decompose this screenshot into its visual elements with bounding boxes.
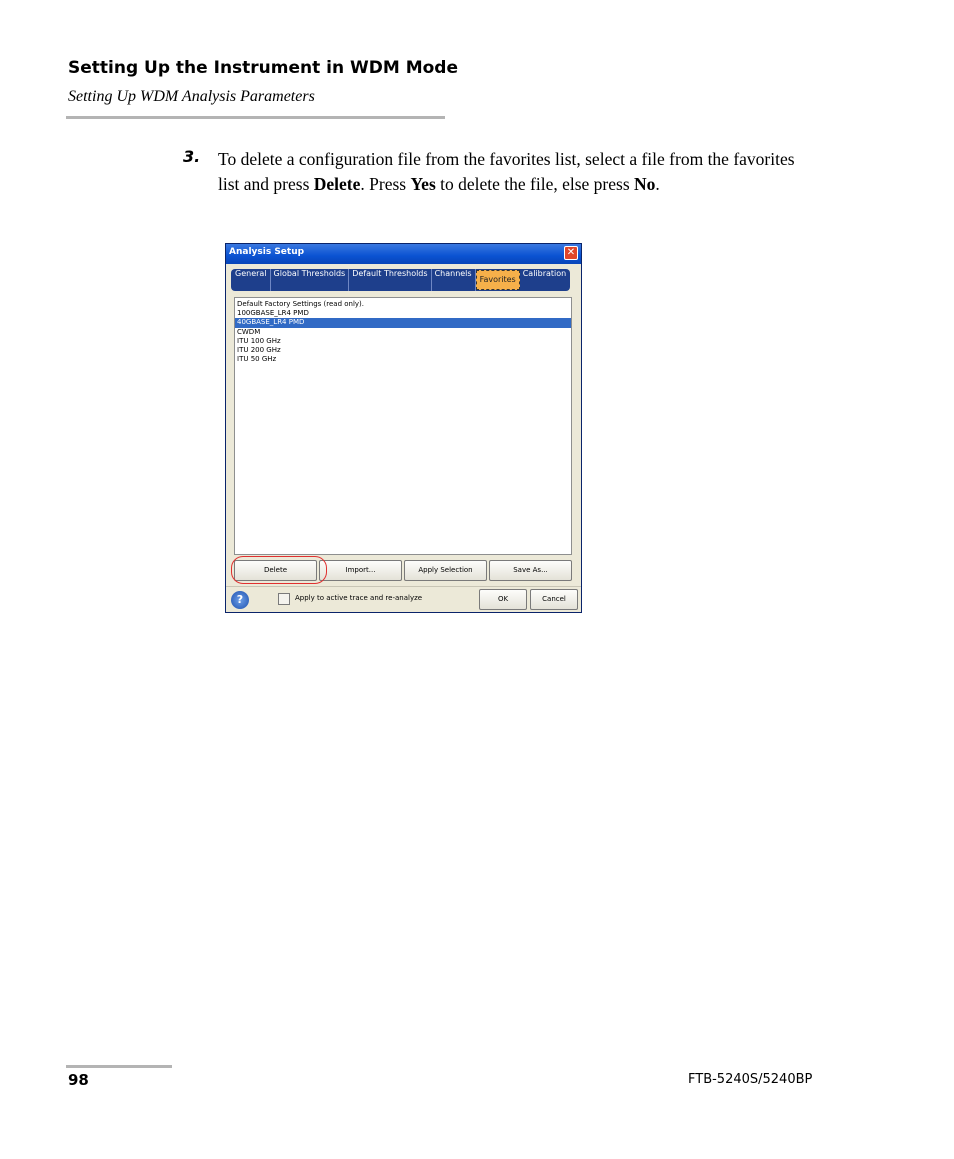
save-as-button[interactable]: Save As... xyxy=(489,560,572,581)
list-item[interactable]: ITU 100 GHz xyxy=(237,336,281,345)
delete-button[interactable]: Delete xyxy=(234,560,317,581)
step-number: 3. xyxy=(183,147,201,166)
header-rule xyxy=(66,116,445,119)
delete-highlight-ring xyxy=(231,556,327,584)
analysis-setup-dialog xyxy=(225,243,582,613)
list-item[interactable]: ITU 200 GHz xyxy=(237,345,281,354)
dialog-divider xyxy=(226,586,581,587)
step-text-part: . Press xyxy=(360,174,411,194)
step-text-part: to delete the file, else press xyxy=(435,174,635,194)
help-icon[interactable]: ? xyxy=(231,591,249,609)
list-item-selected[interactable]: 40GBASE_LR4 PMD xyxy=(235,318,571,327)
apply-checkbox[interactable] xyxy=(278,593,290,605)
ok-button[interactable]: OK xyxy=(479,589,527,610)
page-number: 98 xyxy=(68,1071,89,1089)
section-subtitle: Setting Up WDM Analysis Parameters xyxy=(68,88,315,105)
step-text xyxy=(218,147,818,197)
list-item[interactable]: 100GBASE_LR4 PMD xyxy=(237,309,309,318)
tab-favorites[interactable]: Favorites xyxy=(476,270,520,290)
cancel-button[interactable]: Cancel xyxy=(530,589,578,610)
footer-rule xyxy=(66,1065,172,1068)
dialog-titlebar[interactable] xyxy=(226,244,581,264)
tab-strip xyxy=(231,269,570,291)
tab-default-thresholds[interactable]: Default Thresholds xyxy=(349,269,431,291)
apply-selection-button[interactable]: Apply Selection xyxy=(404,560,487,581)
dialog-title: Analysis Setup xyxy=(229,247,305,257)
list-item[interactable]: ITU 50 GHz xyxy=(237,355,277,364)
tab-global-thresholds[interactable]: Global Thresholds xyxy=(271,269,350,291)
tab-general[interactable]: General xyxy=(232,269,271,291)
close-icon[interactable]: ✕ xyxy=(564,246,578,260)
list-item[interactable]: Default Factory Settings (read only). xyxy=(237,300,365,308)
favorites-list[interactable] xyxy=(234,297,572,555)
step-text-part: . xyxy=(655,174,660,194)
tab-channels[interactable]: Channels xyxy=(432,269,476,291)
step-bold-yes: Yes xyxy=(410,174,436,194)
model-number: FTB-5240S/5240BP xyxy=(688,1072,813,1087)
import-button[interactable]: Import... xyxy=(319,560,402,581)
tab-calibration[interactable]: Calibration xyxy=(522,269,567,278)
step-text-part: To delete a configuration file from the favorites list, select a file from the favorites list and press xyxy=(218,149,795,194)
apply-checkbox-label: Apply to active trace and re-analyze xyxy=(295,594,423,602)
list-item[interactable]: CWDM xyxy=(237,327,261,336)
step-bold-no: No xyxy=(634,174,656,194)
section-title: Setting Up the Instrument in WDM Mode xyxy=(68,58,459,78)
step-bold-delete: Delete xyxy=(313,174,361,194)
